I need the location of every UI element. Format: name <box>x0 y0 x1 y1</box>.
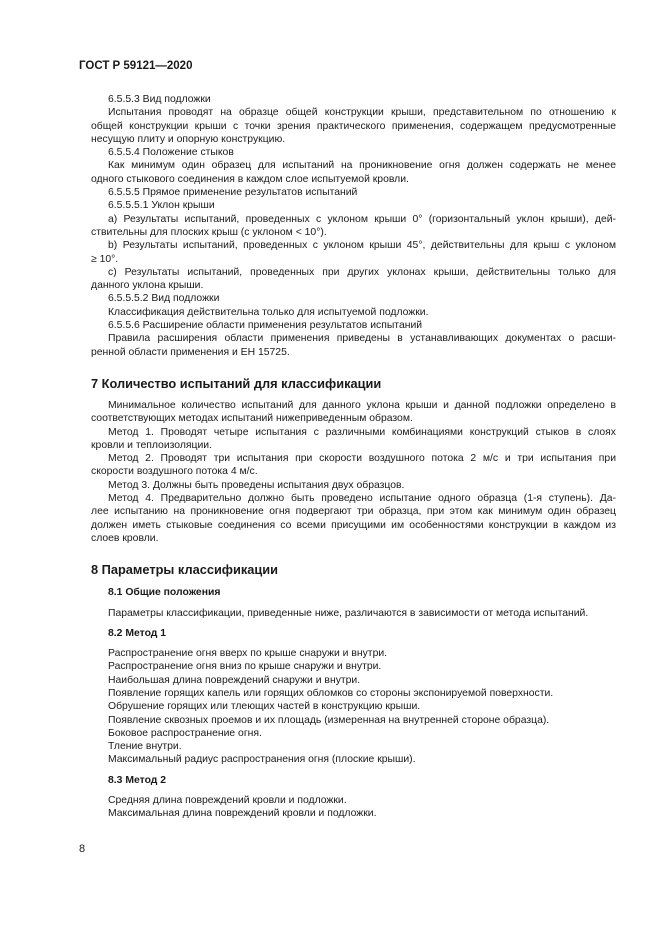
method-3-line: Метод 3. Должны быть проведены испытания двух образцов. <box>108 479 405 491</box>
list-item-a-cont: ствительны для плоских крыш (с уклоном < 10°). <box>91 226 327 238</box>
section-7-title: 7 Количество испытаний для классификации <box>91 375 382 391</box>
list-item: Появление горящих капель или горящих обломков со стороны экспонируемой поверхности. <box>108 687 554 699</box>
method-1-cont: кровли и теплоизоляции. <box>91 439 212 451</box>
subsection-8-2-title: 8.2 Метод 1 <box>108 627 167 639</box>
document-header-title: ГОСТ Р 59121—2020 <box>79 60 193 72</box>
section-8-title: 8 Параметры классификации <box>91 562 278 578</box>
method-1-line: Метод 1. Проводят четыре испытания с различными комбинациями конструкций стыков в слоях <box>108 426 616 438</box>
list-item-c: с) Результаты испытаний, проведенных при других уклонах крыши, действительны только для <box>108 266 616 278</box>
paragraph-line: Параметры классификации, приведенные ниже, различаются в зависимости от метода испытаний. <box>108 607 589 619</box>
method-2-cont: скорости воздушного потока 4 м/с. <box>91 466 258 478</box>
method-2-line: Метод 2. Проводят три испытания при скорости воздушного потока 2 м/с и три испытания при <box>108 453 616 465</box>
paragraph-line: Как минимум один образец для испытаний на проникновение огня должен содержать не менее <box>108 160 616 172</box>
method-4-line: Метод 4. Предварительно должно быть проведено испытание одного образца (1-я ступень). Да- <box>108 493 616 505</box>
paragraph-line: соответствующих методах испытаний нижеприведенным образом. <box>91 413 413 425</box>
paragraph-line: одного стыкового соединения в каждом слое испытуемой кровли. <box>91 173 409 185</box>
heading-6-5-5-5-2: 6.5.5.5.2 Вид подложки <box>108 293 220 305</box>
method-4-cont: должен иметь стыковые соединения со всеми присущими им особенностями конструкции в каждом из <box>91 519 616 531</box>
method-4-cont: слоев кровли. <box>91 532 159 544</box>
list-item: Боковое распространение огня. <box>108 727 262 739</box>
subsection-8-1-title: 8.1 Общие положения <box>108 587 221 599</box>
list-item: Максимальный радиус распространения огня (плоские крыши). <box>108 754 416 766</box>
paragraph-line: Классификация действительна только для испытуемой подложки. <box>108 306 429 318</box>
paragraph-line: несущую плиту и опорную конструкцию. <box>91 133 286 145</box>
list-item: Обрушение горящих или тлеющих частей в конструкцию крыши. <box>108 701 421 713</box>
heading-6-5-5-5: 6.5.5.5 Прямое применение результатов испытаний <box>108 187 358 199</box>
paragraph-line: Минимальное количество испытаний для данного уклона крыши и данной подложки определено в <box>108 399 616 411</box>
heading-6-5-5-5-1: 6.5.5.5.1 Уклон крыши <box>108 200 215 212</box>
heading-6-5-5-6: 6.5.5.6 Расширение области применения результатов испытаний <box>108 320 423 332</box>
list-item: Средняя длина повреждений кровли и подложки. <box>108 795 347 807</box>
page-number: 8 <box>79 843 86 855</box>
list-item: Тление внутри. <box>108 741 182 753</box>
subsection-8-3-title: 8.3 Метод 2 <box>108 774 167 786</box>
list-item: Наибольшая длина повреждений снаружи и внутри. <box>108 674 361 686</box>
paragraph-line: ренной области применения и ЕН 15725. <box>91 346 290 358</box>
list-item: Распространение огня вниз по крыше снаружи и внутри. <box>108 661 382 673</box>
paragraph-line: общей конструкции крыши с точки зрения практического применения, содержащем предусмотренные <box>91 120 616 132</box>
list-item: Распространение огня вверх по крыше снаружи и внутри. <box>108 648 388 660</box>
list-item-c-cont: данного уклона крыши. <box>91 280 204 292</box>
paragraph-line: Испытания проводят на образце общей конструкции крыши, представительном по отношению к <box>108 107 616 119</box>
list-item: Появление сквозных проемов и их площадь (измеренная на внутренней стороне образца). <box>108 714 550 726</box>
heading-6-5-5-3: 6.5.5.3 Вид подложки <box>108 94 211 105</box>
page-content <box>91 93 616 821</box>
list-item-b-cont: ≥ 10°. <box>91 253 119 265</box>
list-item-a: а) Результаты испытаний, проведенных с уклоном крыши 0° (горизонтальный уклон крыши), дей- <box>108 213 616 225</box>
list-item-b: b) Результаты испытаний, проведенных с уклоном крыши 45°, действительны для крыш с уклоном <box>108 240 616 252</box>
method-4-cont: лее испытанию на проникновение огня подвергают три образца, при этом как минимум один образец <box>91 506 616 518</box>
heading-6-5-5-4: 6.5.5.4 Положение стыков <box>108 147 234 159</box>
list-item: Максимальная длина повреждений кровли и подложки. <box>108 808 377 820</box>
paragraph-line: Правила расширения области применения приведены в устанавливающих документах о расши- <box>108 333 616 345</box>
